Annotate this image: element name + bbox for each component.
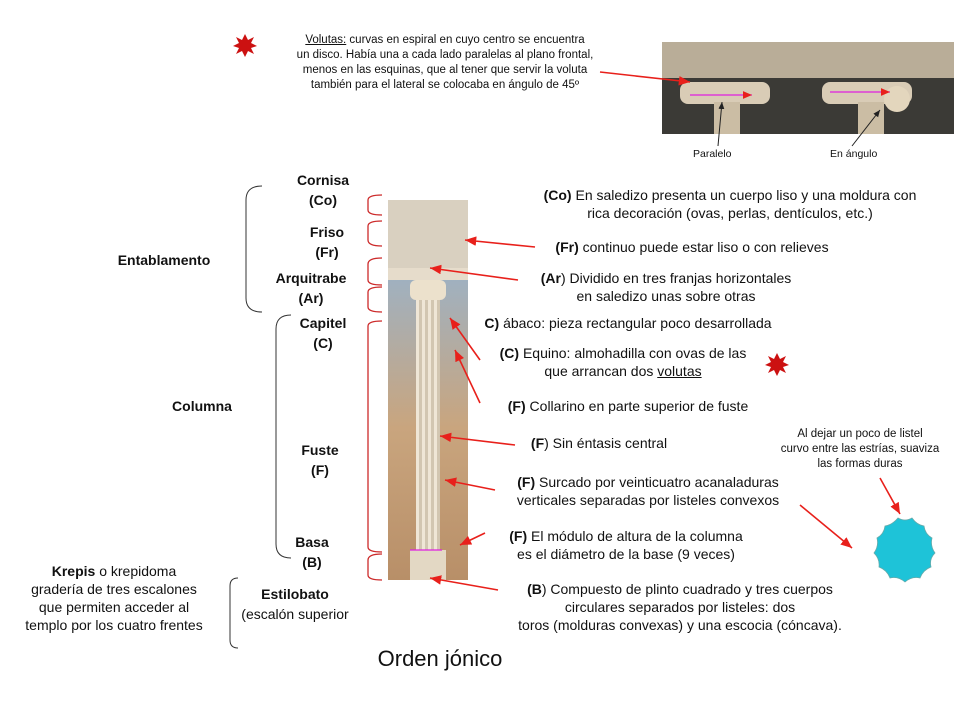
label-fuste	[292, 440, 348, 480]
basa-text: Basa	[295, 534, 329, 550]
label-krepis	[8, 562, 220, 634]
label-en-angulo: En ángulo	[830, 148, 878, 160]
krepis-l3: que permiten acceder al	[38, 599, 190, 615]
bracket-basa	[368, 554, 382, 580]
volutas-line2: un disco. Había una a cada lado paralelas al plano frontal,	[296, 49, 594, 61]
arrow-en-angulo	[852, 110, 880, 146]
arquitrabe-text: Arquitrabe	[275, 270, 347, 286]
c2-tag: (C)	[499, 345, 520, 361]
label-capitel	[288, 313, 358, 353]
krepis-l1: o krepidoma	[95, 563, 177, 579]
estilobato-sub: (escalón superior	[241, 606, 349, 622]
label-arquitrabe	[264, 268, 358, 308]
c2-l1: Equino: almohadilla con ovas de las	[519, 345, 747, 361]
desc-entasis	[516, 434, 682, 452]
fr-l1: continuo puede estar liso o con relieves	[578, 239, 829, 255]
bracket-entablamento	[246, 186, 262, 312]
arrow-acanaladuras	[445, 480, 495, 490]
desc-collarino	[488, 397, 768, 415]
arrow-collarino	[455, 350, 480, 403]
bracket-friso	[368, 221, 382, 246]
arrow-arquitrabe	[430, 268, 518, 280]
f3-l2: verticales separadas por listeles convexos	[516, 492, 780, 508]
desc-abaco	[462, 314, 794, 332]
estilobato-text: Estilobato	[261, 586, 329, 602]
listel-l2: curvo entre las estrías, suaviza	[780, 443, 940, 455]
c1-tag: C)	[484, 315, 500, 331]
friso-text: Friso	[309, 224, 345, 240]
arrow-entasis	[440, 436, 515, 445]
volutas-term: Volutas:	[305, 34, 347, 46]
desc-cornisa	[512, 186, 948, 222]
f1-tag: (F)	[507, 398, 526, 414]
star-icon	[233, 34, 257, 57]
f1-l1: Collarino en parte superior de fuste	[525, 398, 749, 414]
volutas-line3: menos en las esquinas, que al tener que servir la voluta	[302, 64, 588, 76]
volutas-line4: también para el lateral se colocaba en ángulo de 45º	[310, 79, 580, 91]
bracket-capitel	[368, 287, 382, 312]
capitel-abbr: (C)	[313, 335, 333, 351]
capitel-text: Capitel	[299, 315, 347, 331]
desc-basa	[490, 580, 870, 634]
f4-l2: es el diámetro de la base (9 veces)	[517, 546, 735, 562]
f2-tag: (F	[530, 435, 545, 451]
krepis-l2: gradería de tres escalones	[31, 581, 197, 597]
fr-tag: (Fr)	[555, 239, 579, 255]
c1-l1: ábaco: pieza rectangular poco desarrollada	[499, 315, 772, 331]
desc-friso	[534, 238, 850, 256]
desc-modulo	[488, 527, 764, 563]
f3-l1: Surcado por veinticuatro acanaladuras	[535, 474, 779, 490]
c2-volutas-link: volutas	[657, 363, 702, 379]
page-title: Orden jónico	[377, 646, 503, 671]
b-l1: ) Compuesto de plinto cuadrado y tres cuerpos	[541, 581, 833, 597]
fuste-text: Fuste	[301, 442, 339, 458]
desc-acanaladuras	[490, 473, 806, 509]
ar-l2: en saledizo unas sobre otras	[576, 288, 756, 304]
listel-l3: las formas duras	[817, 458, 903, 470]
f4-l1: El módulo de altura de la columna	[527, 528, 743, 544]
bracket-arquitrabe	[368, 258, 382, 285]
krepis-l4: templo por los cuatro frentes	[25, 617, 203, 633]
f2-l1: ) Sin éntasis central	[544, 435, 668, 451]
desc-arquitrabe	[518, 269, 814, 305]
bracket-fuste	[368, 321, 382, 552]
arrow-listel-2	[880, 478, 900, 514]
flute-section-shape	[874, 518, 935, 582]
listel-l1: Al dejar un poco de listel	[797, 428, 923, 440]
arrow-modulo	[460, 533, 485, 545]
friso-abbr: (Fr)	[315, 244, 339, 260]
ar-l1: ) Dividido en tres franjas horizontales	[560, 270, 792, 286]
star-icon	[765, 353, 789, 376]
f4-tag: (F)	[509, 528, 528, 544]
co-l1: En saledizo presenta un cuerpo liso y una moldura con	[571, 187, 917, 203]
c2-l2a: que arrancan dos	[544, 363, 658, 379]
krepis-term: Krepis	[51, 563, 96, 579]
co-tag: (Co)	[543, 187, 572, 203]
f3-tag: (F)	[517, 474, 536, 490]
arrow-friso	[465, 240, 535, 247]
cornisa-text: Cornisa	[296, 172, 350, 188]
ar-tag: (Ar	[540, 270, 561, 286]
volutas-note	[270, 33, 620, 93]
arquitrabe-abbr: (Ar)	[298, 290, 324, 306]
arrow-basa	[430, 578, 498, 590]
arrow-paralelo	[718, 102, 722, 146]
b-l2: circulares separados por listeles: dos	[564, 599, 796, 615]
b-tag: (B	[527, 581, 542, 597]
label-cornisa	[280, 170, 366, 210]
label-paralelo: Paralelo	[693, 148, 732, 160]
basa-abbr: (B)	[302, 554, 322, 570]
cornisa-abbr: (Co)	[309, 192, 337, 208]
label-estilobato	[232, 584, 358, 624]
co-l2: rica decoración (ovas, perlas, dentículos, etc.)	[587, 205, 873, 221]
fuste-abbr: (F)	[311, 462, 329, 478]
label-entablamento: Entablamento	[117, 252, 211, 268]
label-friso	[296, 222, 358, 262]
listel-note	[770, 427, 950, 472]
label-columna: Columna	[172, 398, 232, 414]
arrow-listel-1	[800, 505, 852, 548]
bracket-cornisa	[368, 195, 382, 215]
label-basa	[284, 532, 340, 572]
desc-equino	[478, 344, 768, 380]
volutas-line1: curvas en espiral en cuyo centro se encuentra	[346, 34, 585, 46]
b-l3: toros (molduras convexas) y una escocia (cóncava).	[518, 617, 842, 633]
